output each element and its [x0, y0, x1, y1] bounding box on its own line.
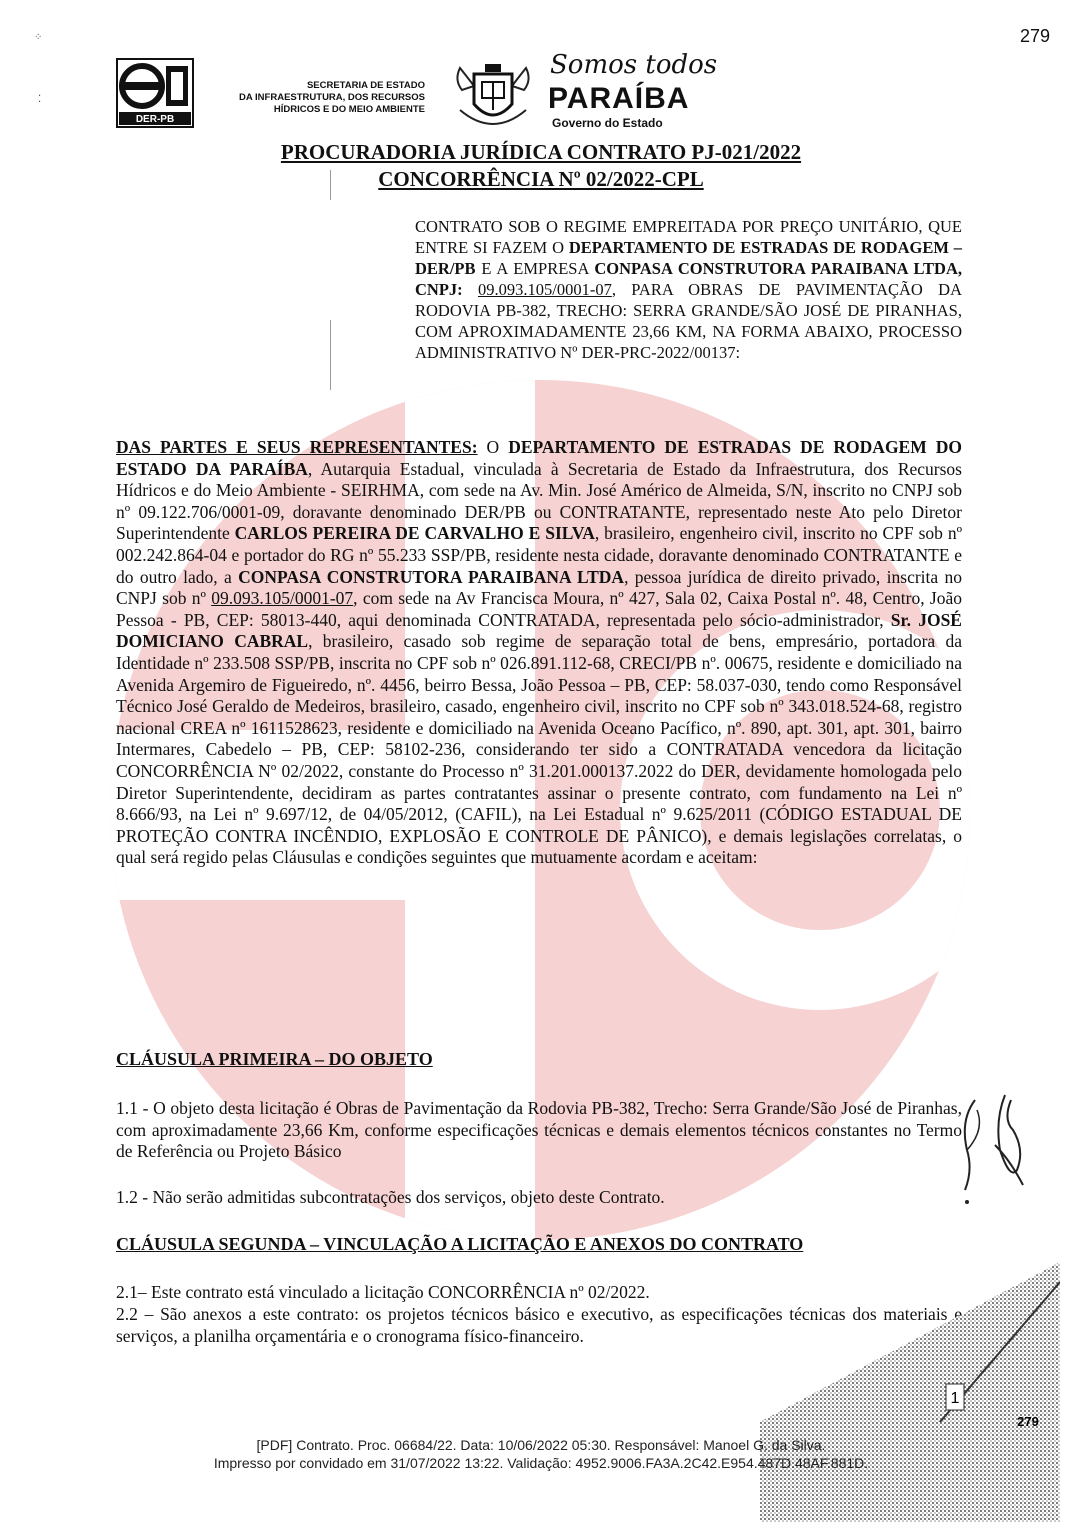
- page-corner-stamp: [760, 1262, 1060, 1522]
- parties-heading: DAS PARTES E SEUS REPRESENTANTES:: [116, 437, 478, 457]
- stamp-page: 279: [1017, 1414, 1039, 1429]
- summary-bold: CONPASA CONSTRUTORA PARAIBANA LTDA, CNPJ:: [415, 259, 963, 299]
- scan-line: [330, 170, 331, 200]
- clause-two-heading: CLÁUSULA SEGUNDA – VINCULAÇÃO A LICITAÇÃO E ANEXOS DO CONTRATO: [116, 1234, 804, 1254]
- paraiba-wordmark: PARAÍBA: [548, 82, 690, 115]
- secretaria-label: [220, 80, 425, 116]
- clause-paragraph: 1.2 - Não serão admitidas subcontratações dos serviços, objeto deste Contrato.: [116, 1187, 665, 1207]
- parties-cnpj: 09.093.105/0001-07: [211, 588, 354, 609]
- document-subtitle: CONCORRÊNCIA Nº 02/2022-CPL: [378, 167, 704, 191]
- parties-paragraph: DAS PARTES E SEUS REPRESENTANTES: O DEPARTAMENTO DE ESTRADAS DE RODAGEM DO ESTADO DA PARAÍBA, Autarquia Estadual, vinculada à Secretaria de Estado da Infraestrutura, dos Recursos Hídricos e do Meio Ambiente - SEIRHMA, com sede na Av. Min. José Américo de Almeida, S/N, inscrito no CNPJ sob nº 09.122.706/0001-09, doravante denominado DER/PB ou CONTRATANTE, representado neste Ato pelo Diretor Superintendente CARLOS PEREIRA DE CARVALHO E SILVA, brasileiro, engenheiro civil, inscrito no CPF sob nº 002.242.864-04 e portador do RG nº 55.233 SSP/PB, residente nesta cidade, doravante denominado CONTRATANTE e do outro lado, a CONPASA CONSTRUTORA PARAIBANA LTDA, pessoa jurídica de direito privado, inscrita no CNPJ sob nº 09.093.105/0001-07, com sede na Av Francisca Moura, nº 427, Sala 02, Caixa Postal nº. 48, Centro, João Pessoa - PB, CEP: 58013-440, aqui denominada CONTRATADA, representada pelo sócio-administrador, Sr. JOSÉ DOMICIANO CABRAL, brasileiro, casado sob regime de separação total de bens, empresário, portadora da Identidade nº 233.508 SSP/PB, inscrita no CPF sob nº 026.891.112-68, CRECI/PB nº. 00675, residente e domiciliado na Avenida Argemiro de Figueiredo, nº. 4456, beirro Bessa, João Pessoa – PB, CEP: 58.037-030, tendo como Responsável Técnico José Geraldo de Medeiros, brasileiro, casado, engenheiro civil, inscrito no CPF sob nº 343.018.524-68, registro nacional CREA nº 1611528623, residente e domiciliado na Avenida Oceano Pacífico, nº. 890, apt. 301, apt. 301, bairro Intermares, Cabedelo – PB, CEP: 58102-236, considerando ter sido a CONTRATADA vencedora da licitação CONCORRÊNCIA Nº 02/2022, constante do Processo nº 31.201.000137.2022 do DER, devidamente homologada pelo Diretor Superintendente, decidiram as partes contratantes assinar o presente contrato, com fundamento na Lei nº 8.666/93, na Lei nº 9.697/12, de 04/05/2012, (CAFIL), na Lei Estadual nº 9.625/2011 (CÓDIGO ESTADUAL DE PROTEÇÃO CONTRA INCÊNDIO, EXPLOSÃO E CONTROLE DE PÂNICO), e demais legislações correlatas, o qual será regido pelas Cláusulas e condições seguintes que mutuamente acordam e aceitam:: [116, 437, 963, 868]
- parties-bold: Sr. JOSÉ DOMICIANO CABRAL: [116, 609, 962, 652]
- summary-cnpj: 09.093.105/0001-07: [477, 280, 612, 299]
- scan-speck: ⁚: [38, 94, 42, 105]
- footer-line: [PDF] Contrato. Proc. 06684/22. Data: 10/06/2022 05:30. Responsável: Manoel G. da Silva.: [256, 1437, 826, 1453]
- somos-todos-slogan: Somos todos: [550, 50, 718, 80]
- parties-bold: DEPARTAMENTO DE ESTRADAS DE RODAGEM DO ESTADO DA PARAÍBA: [116, 437, 963, 479]
- secretaria-line: SECRETARIA DE ESTADO: [306, 80, 425, 91]
- clause-one-heading: CLÁUSULA PRIMEIRA – DO OBJETO: [116, 1049, 433, 1069]
- scan-line: [330, 320, 331, 390]
- summary-bold: DEPARTAMENTO DE ESTRADAS DE RODAGEM – DER/PB: [415, 238, 962, 278]
- clause-paragraph: 1.1 - O objeto desta licitação é Obras de Pavimentação da Rodovia PB-382, Trecho: Serra Grande/São José de Piranhas, com aproximadamente 23,66 Km, conforme especificações técnicas e demais elementos técnicos constantes no Termo de Referência ou Projeto Básico: [116, 1098, 962, 1162]
- paraiba-crest-icon: [452, 60, 534, 132]
- parties-bold: CARLOS PEREIRA DE CARVALHO E SILVA: [234, 523, 595, 544]
- clause-paragraph: 2.1– Este contrato está vinculado a licitação CONCORRÊNCIA nº 02/2022.: [116, 1282, 650, 1302]
- page-number: 279: [1019, 26, 1050, 46]
- contract-summary: CONTRATO SOB O REGIME EMPREITADA POR PREÇO UNITÁRIO, QUE ENTRE SI FAZEM O DEPARTAMENTO DE ESTRADAS DE RODAGEM – DER/PB E A EMPRESA CONPASA CONSTRUTORA PARAIBANA LTDA, CNPJ: 09.093.105/0001-07, PARA OBRAS DE PAVIMENTAÇÃO DA RODOVIA PB-382, TRECHO: SERRA GRANDE/SÃO JOSÉ DE PIRANHAS, COM APROXIMADAMENTE 23,66 KM, NA FORMA ABAIXO, PROCESSO ADMINISTRATIVO Nº DER-PRC-2022/00137:: [415, 217, 963, 362]
- document-title: PROCURADORIA JURÍDICA CONTRATO PJ-021/2022: [280, 140, 802, 164]
- clause-paragraph: 2.2 – São anexos a este contrato: os projetos técnicos básico e executivo, as especificações técnicas dos materiais e serviços, a planilha orçamentária e o cronograma físico-financeiro.: [116, 1304, 962, 1346]
- governo-do-estado-label: Governo do Estado: [552, 116, 663, 130]
- signature-initials: [955, 1090, 1035, 1220]
- stamp-seq: 1: [950, 1390, 960, 1407]
- secretaria-line: DA INFRAESTRUTURA, DOS RECURSOS: [239, 92, 425, 103]
- secretaria-line: HÍDRICOS E DO MEIO AMBIENTE: [273, 104, 425, 115]
- der-pb-logo: [116, 58, 194, 128]
- footer-line: Impresso por convidado em 31/07/2022 13:22. Validação: 4952.9006.FA3A.2C42.E954.487D.48AF.881D.: [213, 1455, 869, 1471]
- parties-bold: CONPASA CONSTRUTORA PARAIBANA LTDA: [238, 566, 625, 587]
- der-logo-label: DER-PB: [135, 114, 175, 125]
- scan-speck: ⁘: [34, 32, 43, 43]
